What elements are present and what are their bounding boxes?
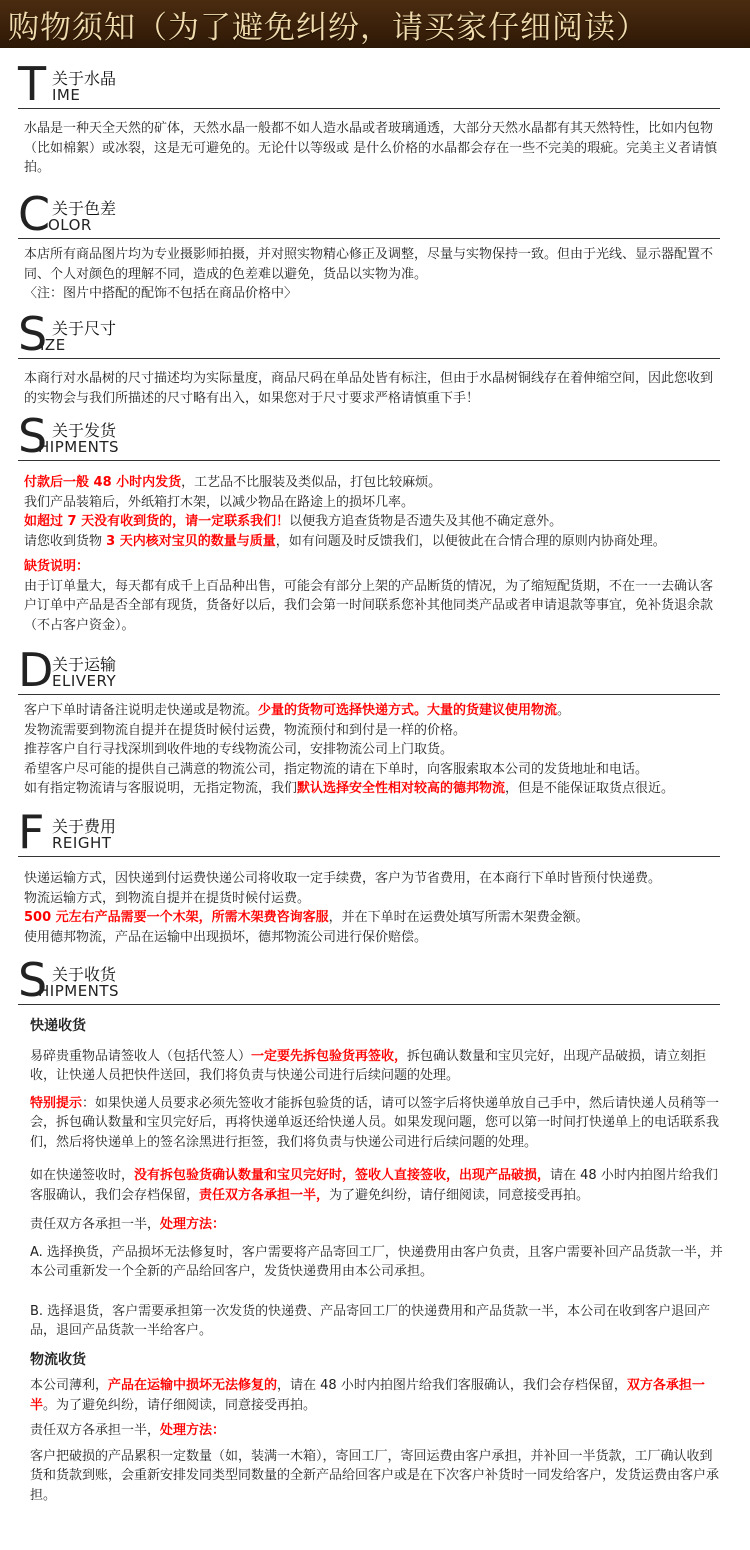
section-title: 关于尺寸 — [52, 319, 117, 338]
section-header — [18, 307, 720, 361]
section-subtitle: HIPMENTS — [38, 982, 120, 1000]
banner-title: 购物须知（为了避免纠纷，请买家仔细阅读） — [8, 9, 648, 46]
section-header — [18, 57, 720, 111]
section-delivery — [0, 643, 750, 799]
section-subtitle: IME — [52, 86, 81, 104]
paragraph: 责任双方各承担一半，处理方法： — [30, 1423, 226, 1438]
section-size — [0, 307, 750, 408]
express-title: 快递收货 — [30, 1018, 86, 1034]
initial-letter: F — [18, 805, 45, 859]
initial-letter: C — [18, 187, 51, 241]
logistics-title: 物流收货 — [30, 1351, 86, 1368]
section-subtitle: IZE — [40, 336, 66, 354]
paragraph: 500 元左右产品需要一个木架，所需木架费咨询客服，并在下单时在运费处填写所需木架费金额。 — [24, 910, 589, 925]
paragraph: 责任双方各承担一半，处理方法： — [30, 1217, 226, 1232]
paragraph: 使用德邦物流，产品在运输中出现损坏，德邦物流公司进行保价赔偿。 — [24, 929, 428, 945]
paragraph: 我们产品装箱后，外纸箱打木架，以减少物品在路途上的损坏几率。 — [24, 494, 415, 510]
paragraph: 发物流需要到物流自提并在提货时候付运费，物流预付和到付是一样的价格。 — [24, 722, 467, 738]
paragraph: 本公司薄利，产品在运输中损坏无法修复的，请在 48 小时内拍图片给我们客服确认，我们会存档保留，双方各承担一半。为了避免纠纷，请仔细阅读，同意接受再拍。 — [30, 1378, 705, 1413]
section-freight — [0, 805, 750, 947]
section-body — [30, 1017, 724, 1505]
section-header — [18, 643, 720, 697]
paragraph: 快递运输方式，因快递到付运费快递公司将收取一定手续费，客户为节省费用，在本商行下单时皆预付快递费。 — [24, 871, 662, 886]
paragraph: 物流运输方式，到物流自提并在提货时候付运费。 — [24, 890, 311, 906]
section-header — [18, 953, 720, 1007]
highlight: 500 元左右产品需要一个木架，所需木架费咨询客服 — [24, 910, 329, 925]
section-header — [18, 409, 720, 463]
shortage-text: 由于订单量大，每天都有成千上百品种出售，可能会有部分上架的产品断货的情况，为了缩短配货期，不在一一去确认客户订单中产品是否全部有现货，货备好以后，我们会第一时间联系您补其他同类产品或者申请退款等事宜，免补货退余款（不占客户资金）。 — [24, 578, 714, 633]
highlight: 责任双方各承担一半， — [199, 1187, 330, 1203]
paragraph: 本商行对水晶树的尺寸描述均为实际量度，商品尺码在单品处皆有标注，但由于水晶树铜线存在着伸缩空间，因此您收到的实物会与我们所描述的尺寸略有出入，如果您对于尺寸要求严格请慎重下手！ — [24, 371, 714, 406]
highlight: 如超过 7 天没有收到货的，请一定联系我们！ — [24, 514, 290, 529]
section-title: 关于运输 — [52, 655, 117, 674]
notice-banner — [0, 0, 750, 48]
section-title: 关于费用 — [52, 817, 117, 836]
section-title: 关于收货 — [52, 965, 117, 984]
initial-letter: D — [18, 643, 54, 697]
section-subtitle: REIGHT — [52, 834, 112, 852]
highlight: 付款后一般 48 小时内发货 — [24, 475, 182, 490]
initial-letter: S — [18, 953, 48, 1007]
highlight: 双方各承担一半 — [30, 1378, 705, 1413]
paragraph: 如有指定物流请与客服说明，无指定物流，我们默认选择安全性相对较高的德邦物流，但是不能保证取货点很近。 — [24, 781, 675, 796]
section-body — [24, 369, 724, 408]
section-body — [24, 473, 724, 635]
section-header — [18, 187, 720, 241]
paragraph: 请您收到货物 3 天内核对宝贝的数量与质量，如有问题及时反馈我们，以便彼此在合情合理的原则内协商处理。 — [24, 533, 666, 549]
section-subtitle: OLOR — [48, 216, 92, 234]
section-receiving — [0, 953, 750, 1505]
shortage-title: 缺货说明： — [24, 559, 90, 574]
paragraph: 如超过 7 天没有收到货的，请一定联系我们！以便我方追查货物是否遗失及其他不确定意外。 — [24, 514, 563, 529]
paragraph: 推荐客户自行寻找深圳到收件地的专线物流公司，安排物流公司上门取货。 — [24, 742, 454, 757]
highlight: 产品在运输中损坏无法修复的 — [108, 1378, 278, 1393]
initial-letter: T — [18, 57, 47, 111]
highlight: 没有拆包验货确认数量和宝贝完好时，签收人直接签收，出现产品破损， — [134, 1168, 551, 1183]
highlight: 默认选择安全性相对较高的德邦物流 — [297, 781, 506, 796]
highlight: 处理方法： — [160, 1423, 226, 1438]
section-body — [24, 245, 724, 304]
section-color — [0, 187, 750, 304]
section-body — [24, 701, 724, 799]
section-subtitle: HIPMENTS — [38, 438, 120, 456]
section-body — [24, 119, 724, 178]
section-title: 关于发货 — [52, 421, 117, 440]
paragraph: 付款后一般 48 小时内发货，工艺品不比服装及类似品，打包比较麻烦。 — [24, 475, 442, 490]
initial-letter: S — [18, 307, 48, 361]
note: 〈注：图片中搭配的配饰不包括在商品价格中〉 — [24, 286, 298, 301]
option-b: B. 选择退货，客户需要承担第一次发货的快递费、产品寄回工厂的快递费用和产品货款一半，本公司在收到客户退回产品，退回产品货款一半给客户。 — [30, 1303, 711, 1338]
paragraph: 本店所有商品图片均为专业摄影师拍摄，并对照实物精心修正及调整，尽量与实物保持一致。但由于光线、显示器配置不同、个人对颜色的理解不同，造成的色差难以避免，货品以实物为准。 — [24, 247, 714, 282]
paragraph: 如在快递签收时，没有拆包验货确认数量和宝贝完好时，签收人直接签收，出现产品破损，请在 48 小时内拍图片给我们客服确认，我们会存档保留，责任双方各承担一半，为了避免纠纷，请仔细阅读，同意接受再拍。 — [30, 1168, 718, 1203]
section-title: 关于色差 — [52, 199, 117, 218]
highlight: 少量的货物可选择快递方式。大量的货建议使用物流 — [258, 703, 558, 718]
initial-letter: S — [18, 409, 48, 463]
highlight: 3 天内核对宝贝的数量与质量 — [106, 533, 276, 549]
paragraph: 水晶是一种天全天然的矿体，天然水晶一般都不如人造水晶或者玻璃通透，大部分天然水晶都有其天然特性，比如内包物（比如棉絮）或冰裂，这是无可避免的。无论什以等级或 是什么价格的水晶都会存在一些不完美的瑕疵。完美主义者请慎拍。 — [24, 121, 718, 175]
option-a: A. 选择换货，产品损坏无法修复时，客户需要将产品寄回工厂，快递费用由客户负责，且客户需要补回产品货款一半，并本公司重新发一个全新的产品给回客户，发货快递费用由本公司承担。 — [30, 1244, 723, 1279]
paragraph: 易碎贵重物品请签收人（包括代签人）一定要先拆包验货再签收，拆包确认数量和宝贝完好，出现产品破损，请立刻拒收，让快递人员把快件送回，我们将负责与快递公司进行后续问题的处理。 — [30, 1048, 707, 1083]
section-body — [24, 869, 724, 947]
paragraph: 客户把破损的产品累积一定数量（如，装满一木箱），寄回工厂，寄回运费由客户承担，并补回一半货款，工厂确认收到货和货款到账，会重新安排发同类型同数量的全新产品给回客户或是在下次客户补货时一同发给客户，发货运费由客户承担。 — [30, 1448, 720, 1503]
section-header — [18, 805, 720, 859]
highlight: 一定要先拆包验货再签收， — [251, 1048, 408, 1064]
section-crystal — [0, 57, 750, 178]
section-title: 关于水晶 — [52, 69, 117, 88]
section-subtitle: ELIVERY — [52, 672, 117, 690]
paragraph: 特别提示：如果快递人员要求必须先签收才能拆包验货的话，请可以签字后将快递单放自己手中，然后请快递人员稍等一会，拆包确认数量和宝贝完好后，再将快递单返还给快递人员。如果发现问题，您可以第一时间打快递单上的电话联系我们，然后将快递单上的签名涂黑进行拒签，我们将负责与快递公司进行后续问题的处理。 — [30, 1095, 720, 1150]
highlight: 处理方法： — [160, 1217, 226, 1232]
paragraph: 希望客户尽可能的提供自己满意的物流公司，指定物流的请在下单时，向客服索取本公司的发货地址和电话。 — [24, 761, 649, 777]
paragraph: 客户下单时请备注说明走快递或是物流。少量的货物可选择快递方式。大量的货建议使用物流。 — [24, 703, 571, 718]
section-shipping — [0, 409, 750, 635]
highlight: 特别提示 — [30, 1095, 83, 1111]
